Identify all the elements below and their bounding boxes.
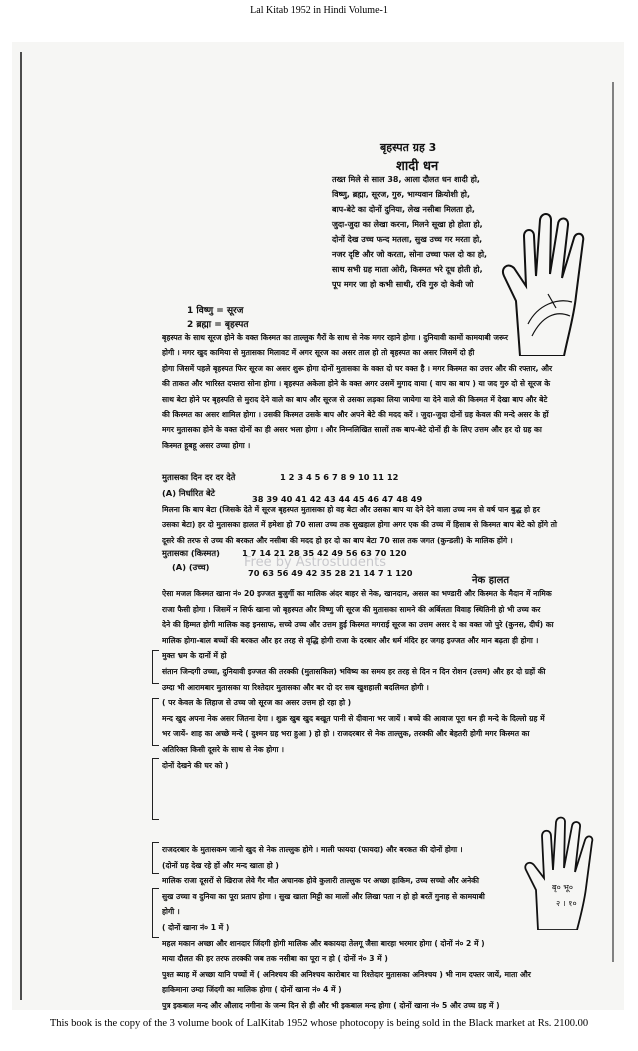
para-line: मालिक होगा-बाल बच्चों की बरकत और हर तरह से वृद्धि होगी राजा के दरबार और धर्म मंदिर हर जगह इज्जत और मान बढ़ता ही होगा । bbox=[162, 635, 539, 645]
para-line: मालिक राजा दूसरों से खिराज लेवे गैर मौत अचानक होवे कुलारी ताल्लुक पर अच्छा हाकिम, उच्च सच्चो और अनेकी bbox=[162, 876, 479, 886]
document-title: Lal Kitab 1952 in Hindi Volume-1 bbox=[250, 5, 388, 16]
para-line: (दोनों ग्रह देख रहे हों और मन्द खाता हो ) bbox=[162, 860, 279, 870]
para-line: किस्मत हूबहू असर उच्चा होगा । bbox=[162, 440, 251, 450]
svg-text:२ । १०: २ । १० bbox=[556, 899, 577, 908]
bracket-mark bbox=[152, 650, 159, 684]
row-label: (A) निर्धारित बेटे bbox=[162, 488, 215, 498]
bracket-mark bbox=[152, 888, 159, 938]
para-line: ( दोनों खाना नं० 1 में ) bbox=[162, 922, 230, 932]
para-line: सुख उच्चा व दुनिया का पूरा प्रताप होगा । सुख खाता मिट्टी का मालों और लिखा पता न हो हो बरतें गुनाह से कामयाबी bbox=[162, 891, 485, 901]
paragraph-2 bbox=[162, 502, 602, 548]
para-line: होगी । bbox=[162, 907, 180, 917]
para-line: हाकिमाना उम्दा जिंदगी का मालिक होगा ( दोनों खाना नं० 4 में ) bbox=[162, 985, 342, 995]
para-line: माया दौलत की हर तरफ तरक्की जब तक नसीबा का पूरा न हो ( दोनों नं० 3 में ) bbox=[162, 954, 388, 964]
row-numbers: 38 39 40 41 42 43 44 45 46 47 48 49 bbox=[252, 494, 423, 504]
scan-left-edge bbox=[20, 52, 22, 1000]
para-line: बृहस्पत के साथ सूरज होने के वक्त किस्मत का ताल्लुक गैरों के साथ से नेक मगर रहाने होगा । दुनियावी कामों कामयाबी जरूर bbox=[162, 333, 508, 342]
paragraph-1 bbox=[162, 330, 602, 453]
para-line: उम्दा भी आरामबार मुतासका या रिश्तेदार मुतासका और बर दो दर सब खुशहाली बदलिमत होगी । bbox=[162, 682, 429, 692]
para-line: अतिरिक्त किसी दूसरे के साथ से नेक होगा । bbox=[162, 744, 284, 754]
verse-line: जुदा-जुदा का लेखा करना, मिलने सूखा हो होता हो, bbox=[332, 220, 483, 229]
verse-line: साथ सभी ग्रह माता ओरी, किस्मत भरे दूध होती हो, bbox=[332, 265, 483, 274]
para-line: मिलना कि बाप बेटा (जिसके देते में सूरज बृहस्पत मुतासका हो वह बेटा और उसका बाप या देने देने वाला उच्च नम से वर्ष पान बुद्ध हो हर bbox=[162, 505, 540, 514]
para-line: ऐसा मजल किस्मत खाना नं० 20 इज्जत बुजुर्गी का मालिक अंदर बाहर से नेक, खानदान, असल का भण्डारी और किस्मत के मैदान में नामिक bbox=[162, 589, 552, 598]
para-line: महल मकान अच्छा और शानदार जिंदगी होगी मालिक और बकायदा तेलगू जैसा बारहा भरमार होगा ( दोनों नं० 2 में ) bbox=[162, 938, 485, 948]
para-line: की किस्मत का असर शामिल होगा । उसकी किस्मत उसके बाप और अपने बेटे की मदद करें । जुदा-जुदा दोनों ग्रह केवल की मन्दे असर के हों bbox=[162, 410, 549, 420]
row-label: मुतासका (किस्मत) bbox=[162, 548, 220, 558]
para-line: मन्द खुद अपना नेक असर जितना देगा । शुक्र खुब खुद बखूत पानी से दीवाना भर जायें । बच्चे की आवाज पूरा धन ही मन्दे के दिल्लो ग्रह में bbox=[162, 713, 545, 723]
bracket-mark bbox=[152, 758, 159, 820]
para-line: दोनों देखने की घर को ) bbox=[162, 760, 229, 770]
para-line: मगर मुतासका होने के वक्त दोनों का ही असर भला होगा । और निम्नलिखित सालों तक बाप-बेटे दोनों ही के लिए उत्तम और हर दो ग्रह का bbox=[162, 425, 542, 435]
paragraph-3 bbox=[162, 586, 602, 773]
row-numbers: 1 7 14 21 28 35 42 49 56 63 70 120 bbox=[242, 548, 407, 558]
section-heading: शादी धन bbox=[396, 159, 439, 174]
watermark: Free by Astrostudents bbox=[244, 555, 387, 570]
verse-line: दोनों देख उच्च फन्द मतला, सुख उच्च गर मरता हो, bbox=[332, 235, 483, 244]
para-line: पुश्त ब्याह में अच्छा यानि पच्चों में ( अनिश्चय की अनिश्चय कारोबार या रिश्तेदार मुतासका अनिश्चय ) भी नाम दफ्तर जायें, माता और bbox=[162, 969, 531, 979]
para-line: संतान जिन्दगी उच्चा, दुनियावी इज्जत की तरक्की (मुतासकिल) भविष्य का समय हर तरह से दिन न दिन रोशन (उत्तम) और हर दो ग्रहों की bbox=[162, 666, 546, 676]
equivalence-item: 1 विष्णु = सूरज bbox=[187, 306, 244, 316]
para-line: ( पर केवल के लिहाज से उच्च जो सूरज का असर उत्तम हो रहा हो ) bbox=[162, 698, 352, 708]
para-line: होगी । मगर खुद कामिया से मुतासका मिलावट में अगर सूरज का असर ताल हो तो बृहस्पत का असर जिसमें दो ही bbox=[162, 348, 475, 358]
verse-line: नजर दृष्टि और जो करता, सोना उच्चा फल दो का हो, bbox=[332, 250, 488, 259]
scanned-page bbox=[12, 42, 624, 1010]
verse-line: बाप-बेटे का दोनों दुनिया, लेख नसीबा मिलता हो, bbox=[332, 205, 475, 214]
verse-line: तख्त मिले से साल 38, आला दौलत धन शादी हो, bbox=[332, 175, 480, 184]
para-line: देने की हिम्मत होगी मालिक कह इनसाफ, सच्चे उच्च और उत्तम हुई किस्मत मगराई सूरज का उत्तम असर दे का वक्त जो पुरे (कुनस, दीर्घ) का bbox=[162, 620, 554, 630]
para-line: की ताकत और भारिस्त दफ्तरा सोना होगा । बृहस्पत अकेला होने के वक्त अगर उसमें मुगाद वाया ( वाप का बाप ) या जद गुरु दो से सूरज के bbox=[162, 379, 551, 389]
para-line: उसका बेटा) हर दो मुतासका हालत में हमेशा हो 70 साला उच्च तक सुखहाल होगा अगर एक की उच्च में हिसाब से किस्मत बाप बेटे को होंगे तो bbox=[162, 520, 557, 530]
equivalence-item: 2 ब्रह्मा = बृहस्पत bbox=[187, 320, 249, 330]
palm-chart-icon bbox=[522, 812, 614, 930]
para-line: राजदरबार के मुतासकम जानो खुद से नेक ताल्लुक होगे । माली फायदा (फायदा) और बरकत की दोनों होगा । bbox=[162, 845, 463, 854]
para-line: पुत्र इकबाल मन्द और औलाद नगीना के जन्म दिन से ही और भी इकबाल मन्द होगा ( दोनों खाना नं० 5 और उच्च ग्रह में ) bbox=[162, 1000, 500, 1010]
para-line: साथ बेटा होने पर बृहस्पति से मुराद देने वाले का बाप और सूरज से उसका लड़का लिया जायेगा या देने वाले की किस्मत में देखा बाप और बेटे bbox=[162, 394, 548, 404]
para-line: भर जायें- शाह का अच्छे मन्दे ( दुश्मन ग्रह भरा हुआ ) हो हो । राजदरबार से नेक ताल्लुक, तरक्की और बेहतरी होगी मगर किस्मत का bbox=[162, 729, 530, 739]
bracket-mark bbox=[152, 698, 159, 746]
verse-line: पूप मगर जा हो कभी साथी, रवि गुरु दो केवी जो bbox=[332, 280, 474, 289]
row-label: मुतासका दिन दर दर देते bbox=[162, 472, 236, 482]
para-line: मुक्त भ्रम के दानों में हो bbox=[162, 651, 227, 661]
equivalence-list bbox=[187, 304, 249, 332]
verse-line: विष्णु, ब्रह्मा, सूरज, गुरु, भाग्यवान क्रियोशी हो, bbox=[332, 190, 471, 199]
row-numbers: 1 2 3 4 5 6 7 8 9 10 11 12 bbox=[280, 472, 399, 482]
section-title: नेक हालत bbox=[472, 575, 510, 586]
para-line: होगा जिसमें पहले बृहस्पत फिर सूरज का असर शुरू होगा दोनों मुतासका के वक्त दो घर वक्त है । मगर किस्मत का उत्तर और की रफ्तार, और bbox=[162, 363, 553, 373]
footer-note: This book is the copy of the 3 volume book of LalKitab 1952 whose photocopy is being sold in the Black market at Rs. 2100.00 bbox=[49, 1018, 589, 1029]
svg-text:बृ० भू०: बृ० भू० bbox=[552, 883, 574, 892]
para-line: दूसरे की तरफ से उच्च की बरकत और नसीबा की मदद हो हर दो का बाप बेटा 70 साल तक जगत (कुन्डली) के मालिक होंगे । bbox=[162, 535, 513, 545]
planet-heading: बृहस्पत ग्रह 3 bbox=[380, 141, 437, 154]
row-label: (A) (उच्च) bbox=[172, 562, 210, 572]
para-line: राजा फैसी होगा । जिसमें न सिर्फ खाना जो बृहस्पत और विष्णु जी सूरज की मुतासका सामने की अर्बिलता विवाह स्थितिनी हो भी उच्च कर bbox=[162, 604, 541, 614]
row-numbers: 70 63 56 49 42 35 28 21 14 7 1 120 bbox=[248, 568, 413, 578]
bracket-mark bbox=[152, 842, 159, 874]
